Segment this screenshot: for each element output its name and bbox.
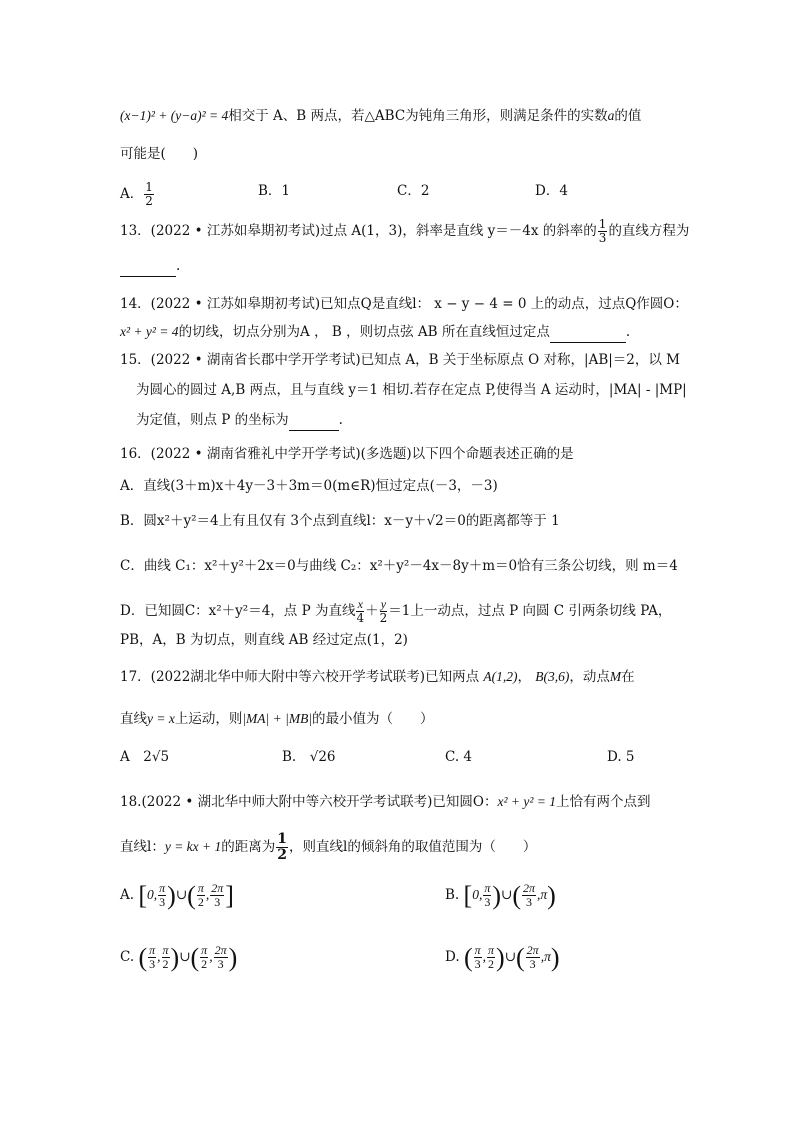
q15-line1 [120,350,680,370]
q12-option-d[interactable]: D．4 [535,183,568,199]
q17-point-a: A(1,2) [483,669,518,684]
q18-option-b[interactable]: B. [0, $\frac{\pi}{3}$ )∪( $\frac{2\pi}{3}$ ,π) [445,880,556,910]
q12-text: 相交于 A、B 两点，若△ABC为钝角三角形，则满足条件的实数 [228,108,608,124]
q16-option-a[interactable]: A．直线(3＋m)x＋4y－3＋3m＝0(m∈R)恒过定点(－3，－3) [120,478,498,494]
q15-answer-blank[interactable] [289,410,339,431]
q12-circle-eq: (x−1)² + (y−a)² = 4 [120,108,229,123]
q13-answer-blank[interactable] [120,256,176,277]
q16-option-d-line2: PB，A，B 为切点，则直线 AB 经过定点(1，2) [120,632,408,648]
q13-frac-num: 1 [598,217,607,231]
q17-line2: 直线y = x上运动，则|MA| + |MB|的最小值为（ ） [120,711,434,727]
q14-line1 [120,294,688,314]
q18-option-a[interactable]: A. [0, $\frac{\pi}{3}$ )∪( $\frac{\pi}{2}$ , $\frac{2\pi}{3}$ ] [120,880,234,910]
q15-label: 15．(2022 • 湖南省长郡中学开学考试) [120,352,361,368]
q13-line2: . [120,256,180,277]
q12-line1 [120,106,641,126]
q15-line3: 为定值，则点 P 的坐标为 . [136,410,343,431]
q18-line2: 直线l：y = kx + 1的距离为 $\frac{1}{2}$ ，则直线l的倾斜角的取值范围为（ ） [120,831,537,863]
q18-line1: 18.(2022 • 湖北华中师大附中等六校开学考试联考)已知圆O：x² + y² = 1上恰有两个点到 [120,794,651,810]
q16-title [120,444,574,464]
q12-line2: 可能是( ) [120,146,199,162]
q13-text: 过点 A(1，3)，斜率是直线 y＝－4x 的斜率的 [320,223,597,239]
q12-option-b[interactable]: B．1 [258,183,291,199]
q16-text: (多选题)以下四个命题表述正确的是 [360,446,574,462]
q17-option-d[interactable]: D. 5 [607,749,635,765]
q13-label: 13．(2022 • 江苏如皋期初考试) [120,223,321,239]
q13-frac-den: 3 [598,231,607,245]
q18-option-c[interactable]: C. ( $\frac{\pi}{3}$ , $\frac{\pi}{2}$ )∪( $\frac{\pi}{2}$ , $\frac{2\pi}{3}$ ) [120,942,238,972]
q14-answer-blank[interactable] [550,322,626,343]
q17-line1: 17．(2022湖北华中师大附中等六校开学考试联考)已知两点 A(1,2)， B(3,6)，动点M在 [120,669,635,685]
q16-option-c[interactable]: C．曲线 C₁：x²＋y²＋2x＝0与曲线 C₂：x²＋y²－4x－8y＋m＝0恰有三条公切线，则 m＝4 [120,558,678,574]
q15-text: 已知点 A，B 关于坐标原点 O 对称，|AB|＝2，以 M [360,352,680,368]
q17-option-c[interactable]: C. 4 [445,749,473,765]
q17-label: 17．(2022湖北华中师大附中等六校开学考试联考) [120,669,426,685]
q16-option-d-line1[interactable]: D．已知圆C：x²＋y²＝4，点 P 为直线 $\frac{x}{4}$ ＋ $\frac{y}{2}$ ＝1上一动点，过点 P 向圆 C 引两条切线 PA， [120,597,672,625]
q15-line2: 为圆心的圆过 A,B 两点，且与直线 y＝1 相切.若存在定点 P,使得当 A 运动时，|MA| - |MP| [136,382,687,398]
q12-option-c[interactable]: C．2 [397,183,430,199]
q14-text2: 的切线，切点分别为A ， B ，则切点弦 AB 所在直线恒过定点 [178,324,550,340]
q16-option-b[interactable]: B．圆x²＋y²＝4上有且仅有 3个点到直线l：x－y＋√2＝0的距离都等于 1 [120,513,560,529]
q18-option-d[interactable]: D. ( $\frac{\pi}{3}$ , $\frac{\pi}{2}$ )∪( $\frac{2\pi}{3}$ ,π) [445,942,560,972]
q18-circle-eq: x² + y² = 1 [497,794,557,809]
q14-circle-eq: x² + y² = 4 [120,324,179,339]
q16-label: 16．(2022 • 湖南省雅礼中学开学考试) [120,446,361,462]
q17-expr: |MA| + |MB| [242,711,313,726]
q17-option-b[interactable]: B. √26 [282,749,336,765]
q14-text: 已知点Q是直线l： x − y − 4 = 0 上的动点，过点Q作圆O： [320,296,688,312]
q12-var: a [607,108,615,123]
q18-label: 18.(2022 • 湖北华中师大附中等六校开学考试联考) [120,794,433,810]
q14-line2: x² + y² = 4的切线，切点分别为A ， B ，则切点弦 AB 所在直线恒过定点 . [120,322,630,343]
q13-text-end: 的直线方程为 [608,223,690,239]
q12-suffix: 的值 [614,108,642,124]
q18-line-eq: y = kx + 1 [164,839,222,854]
q17-option-a[interactable]: A 2√5 [120,749,170,765]
q13-line1 [120,218,689,245]
q12-option-a[interactable]: A． $\frac{1}{2}$ [120,180,153,208]
q17-line-eq: y = x [147,711,175,726]
q17-point-b: B(3,6) [535,669,570,684]
q14-label: 14．(2022 • 江苏如皋期初考试) [120,296,321,312]
